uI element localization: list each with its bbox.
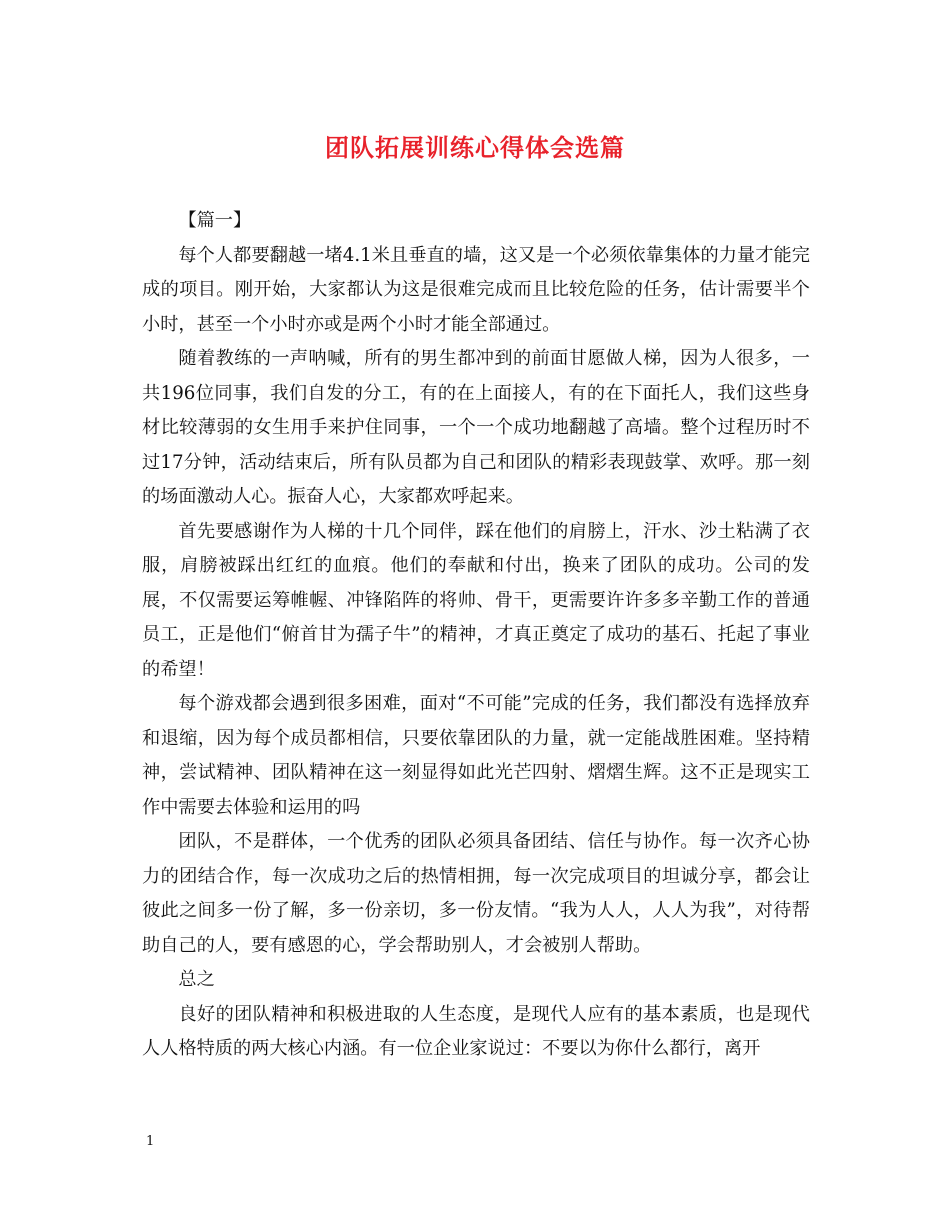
paragraph-6: 总之: [178, 969, 215, 990]
paragraph-3: 首先要感谢作为人梯的十几个同伴，踩在他们的肩膀上，汗水、沙土粘满了衣服，肩膀被踩出红红的血痕。他们的奉献和付出，换来了团队的成功。公司的发展，不仅需要运筹帷幄、冲锋陷阵的将帅、骨干，更需要许许多多辛勤工作的普通员工，正是他们“俯首甘为孺子牛”的精神，才真正奠定了成功的基石、托起了事业的希望！: [142, 520, 810, 680]
paragraph-5: 团队，不是群体，一个优秀的团队必须具备团结、信任与协作。每一次齐心协力的团结合作，每一次成功之后的热情相拥，每一次完成项目的坦诚分享，都会让彼此之间多一份了解，多一份亲切，多一份友情。“我为人人，人人为我”，对待帮助自己的人，要有感恩的心，学会帮助别人，才会被别人帮助。: [142, 831, 810, 956]
document-title: 团队拓展训练心得体会选篇: [325, 133, 625, 162]
paragraph-2: 随着教练的一声呐喊，所有的男生都冲到的前面甘愿做人梯，因为人很多，一共196位同事，我们自发的分工，有的在上面接人，有的在下面托人，我们这些身材比较薄弱的女生用手来护住同事，一个一个成功地翻越了高墙。整个过程历时不过17分钟，活动结束后，所有队员都为自己和团队的精彩表现鼓掌、欢呼。那一刻的场面激动人心。振奋人心，大家都欢呼起来。: [142, 348, 810, 507]
paragraph-4: 每个游戏都会遇到很多困难，面对“不可能”完成的任务，我们都没有选择放弃和退缩，因为每个成员都相信，只要依靠团队的力量，就一定能战胜困难。坚持精神，尝试精神、团队精神在这一刻显得如此光芒四射、熠熠生辉。这不正是现实工作中需要去体验和运用的吗: [142, 693, 810, 818]
section-heading: 【篇一】: [178, 210, 252, 231]
paragraph-7: 良好的团队精神和积极进取的人生态度，是现代人应有的基本素质，也是现代人人格特质的两大核心内涵。有一位企业家说过：不要以为你什么都行，离开: [142, 1003, 810, 1059]
page-number: 1: [146, 1134, 155, 1149]
paragraph-1: 每个人都要翻越一堵4.1米且垂直的墙，这又是一个必须依靠集体的力量才能完成的项目。刚开始，大家都认为这是很难完成而且比较危险的任务，估计需要半个小时，甚至一个小时亦或是两个小时才能全部通过。: [142, 244, 810, 335]
document-body: [142, 204, 810, 1067]
